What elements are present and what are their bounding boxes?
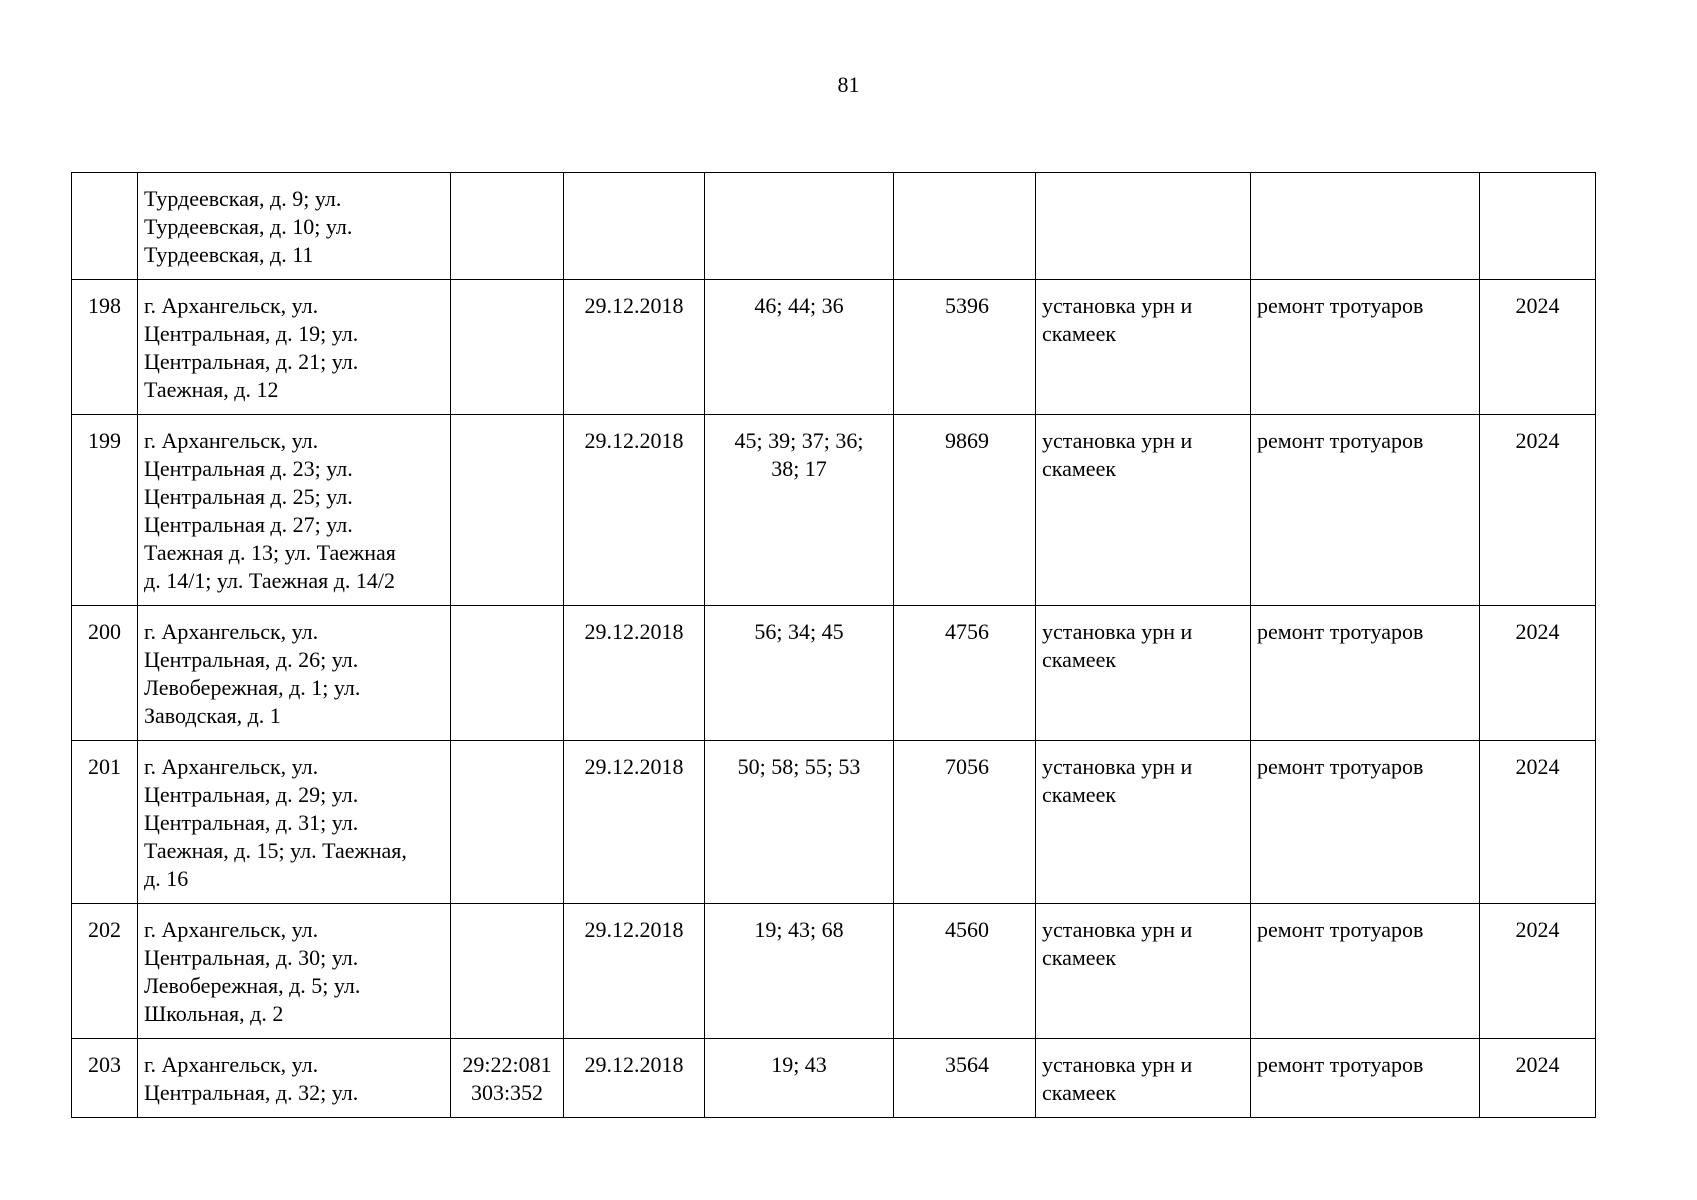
cell-values: 50; 58; 55; 53 (705, 741, 894, 904)
cell-values: 46; 44; 36 (705, 280, 894, 415)
cell-date: 29.12.2018 (564, 415, 705, 606)
cell-date: 29.12.2018 (564, 606, 705, 741)
cell-values: 45; 39; 37; 36; 38; 17 (705, 415, 894, 606)
registry-table (71, 172, 1596, 1118)
cell-address: г. Архангельск, ул. Центральная, д. 19; ул. Центральная, д. 21; ул. Таежная, д. 12 (138, 280, 451, 415)
cell-area: 9869 (894, 415, 1036, 606)
cell-cadastral (451, 280, 564, 415)
cell-year: 2024 (1480, 280, 1596, 415)
cell-work-additional: ремонт тротуаров (1251, 415, 1480, 606)
cell-address: г. Архангельск, ул. Центральная, д. 29; ул. Центральная, д. 31; ул. Таежная, д. 15; ул. Таежная, д. 16 (138, 741, 451, 904)
cell-date: 29.12.2018 (564, 741, 705, 904)
cell-area: 3564 (894, 1039, 1036, 1118)
cell-number (72, 173, 138, 280)
cell-number: 198 (72, 280, 138, 415)
cell-work-minimal: установка урн и скамеек (1036, 904, 1251, 1039)
table-row (72, 741, 1596, 904)
cell-work-additional: ремонт тротуаров (1251, 1039, 1480, 1118)
cell-area: 5396 (894, 280, 1036, 415)
table-row (72, 280, 1596, 415)
cell-work-additional: ремонт тротуаров (1251, 741, 1480, 904)
cell-date: 29.12.2018 (564, 280, 705, 415)
cell-area: 4756 (894, 606, 1036, 741)
cell-year: 2024 (1480, 415, 1596, 606)
table-row (72, 173, 1596, 280)
cell-area (894, 173, 1036, 280)
cell-work-additional: ремонт тротуаров (1251, 606, 1480, 741)
cell-area: 7056 (894, 741, 1036, 904)
cell-number: 200 (72, 606, 138, 741)
cell-date: 29.12.2018 (564, 904, 705, 1039)
cell-cadastral (451, 904, 564, 1039)
cell-values: 19; 43 (705, 1039, 894, 1118)
cell-work-additional: ремонт тротуаров (1251, 904, 1480, 1039)
cell-year: 2024 (1480, 1039, 1596, 1118)
cell-work-minimal: установка урн и скамеек (1036, 280, 1251, 415)
cell-values (705, 173, 894, 280)
cell-area: 4560 (894, 904, 1036, 1039)
cell-values: 56; 34; 45 (705, 606, 894, 741)
cell-cadastral (451, 173, 564, 280)
cell-work-minimal (1036, 173, 1251, 280)
cell-address: г. Архангельск, ул. Центральная, д. 32; ул. (138, 1039, 451, 1118)
cell-cadastral (451, 741, 564, 904)
table-row (72, 1039, 1596, 1118)
cell-work-minimal: установка урн и скамеек (1036, 415, 1251, 606)
cell-cadastral (451, 415, 564, 606)
cell-work-minimal: установка урн и скамеек (1036, 1039, 1251, 1118)
cell-number: 201 (72, 741, 138, 904)
cell-work-additional (1251, 173, 1480, 280)
table-row (72, 415, 1596, 606)
table-row (72, 606, 1596, 741)
cell-cadastral (451, 606, 564, 741)
cell-number: 202 (72, 904, 138, 1039)
cell-address: г. Архангельск, ул. Центральная, д. 26; ул. Левобережная, д. 1; ул. Заводская, д. 1 (138, 606, 451, 741)
cell-address: г. Архангельск, ул. Центральная д. 23; ул. Центральная д. 25; ул. Центральная д. 27; ул. Таежная д. 13; ул. Таежная д. 14/1; ул. Таежная д. 14/2 (138, 415, 451, 606)
cell-year (1480, 173, 1596, 280)
cell-year: 2024 (1480, 904, 1596, 1039)
cell-values: 19; 43; 68 (705, 904, 894, 1039)
cell-date (564, 173, 705, 280)
cell-number: 203 (72, 1039, 138, 1118)
cell-address: г. Архангельск, ул. Центральная, д. 30; ул. Левобережная, д. 5; ул. Школьная, д. 2 (138, 904, 451, 1039)
cell-cadastral: 29:22:081 303:352 (451, 1039, 564, 1118)
cell-year: 2024 (1480, 741, 1596, 904)
cell-work-additional: ремонт тротуаров (1251, 280, 1480, 415)
cell-work-minimal: установка урн и скамеек (1036, 606, 1251, 741)
cell-address: Турдеевская, д. 9; ул. Турдеевская, д. 10; ул. Турдеевская, д. 11 (138, 173, 451, 280)
cell-number: 199 (72, 415, 138, 606)
cell-date: 29.12.2018 (564, 1039, 705, 1118)
cell-year: 2024 (1480, 606, 1596, 741)
cell-work-minimal: установка урн и скамеек (1036, 741, 1251, 904)
table-row (72, 904, 1596, 1039)
page-number: 81 (837, 72, 860, 97)
